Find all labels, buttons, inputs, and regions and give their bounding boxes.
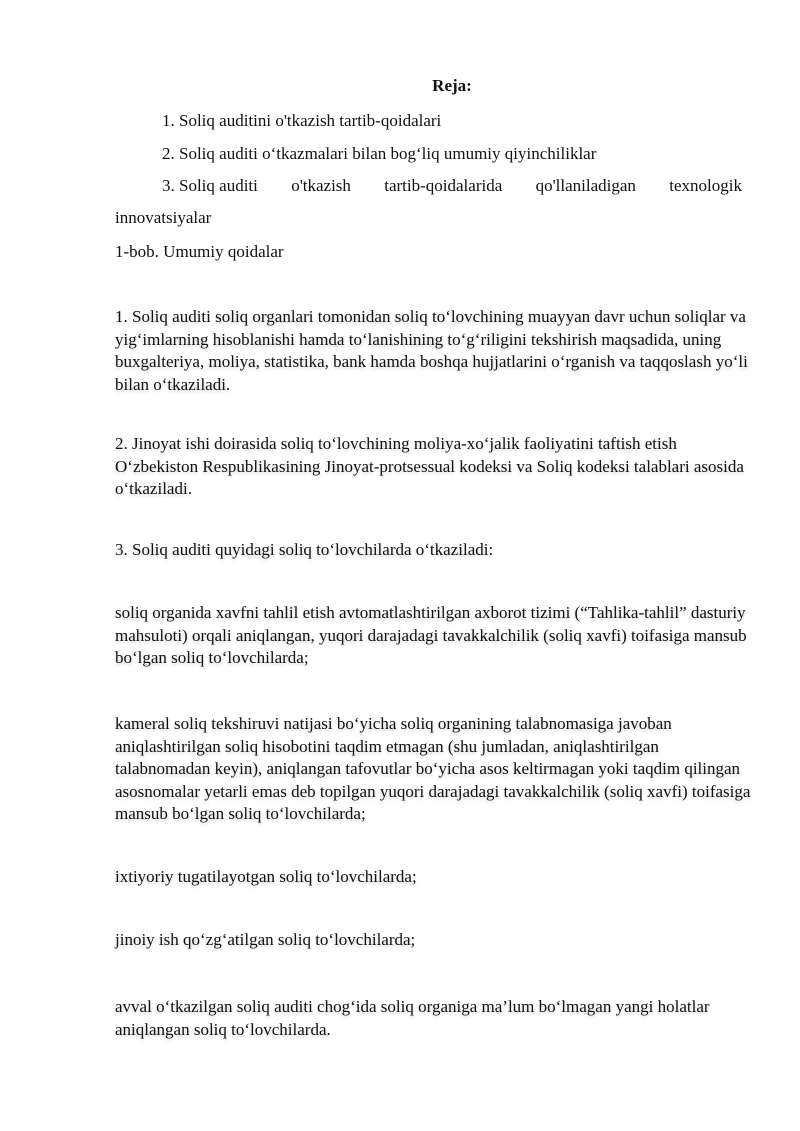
chapter-heading: 1-bob. Umumiy qoidalar bbox=[115, 242, 284, 261]
plan-item-3-word: texnologik bbox=[669, 176, 742, 195]
paragraph-6: ixtiyoriy tugatilayotgan soliq to‘lovchilarda; bbox=[115, 867, 417, 886]
page-title: Reja: bbox=[432, 76, 472, 95]
paragraph-5: kameral soliq tekshiruvi natijasi bo‘yicha soliq organining talabnomasiga javoban aniqlashtirilgan soliq hisobotini taqdim etmagan (shu jumladan, aniqlashtirilgan talabnomadan keyin), aniqlangan tafovutlar bo‘yicha asos keltirmagan yoki taqdim qilingan asosnomalar yetarli emas deb topilgan yuqori darajadagi tavakkalchilik (soliq xavfi) toifasiga mansub bo‘lgan soliq to‘lovchilarda; bbox=[115, 714, 751, 823]
plan-item-3-word: o'tkazish bbox=[291, 176, 351, 195]
plan-item-3-word: tartib-qoidalarida bbox=[384, 176, 503, 195]
paragraph-3: 3. Soliq auditi quyidagi soliq to‘lovchilarda o‘tkaziladi: bbox=[115, 540, 494, 559]
plan-item-1: 1. Soliq auditini o'tkazish tartib-qoidalari bbox=[162, 111, 442, 130]
paragraph-2: 2. Jinoyat ishi doirasida soliq to‘lovchining moliya-xo‘jalik faoliyatini taftish etish O‘zbekiston Respublikasining Jinoyat-protsessual kodeksi va Soliq kodeksi talablari asosida o‘tkaziladi. bbox=[115, 434, 744, 498]
plan-item-3-word: 3. Soliq auditi bbox=[162, 176, 258, 195]
paragraph-1: 1. Soliq auditi soliq organlari tomonidan soliq to‘lovchining muayyan davr uchun soliqlar va yig‘imlarning hisoblanishi hamda to‘lanishining to‘g‘riligini tekshirish maqsadida, uning buxgalteriya, moliya, statistika, bank hamda boshqa hujjatlarini o‘rganish va taqqoslash yo‘li bilan o‘tkaziladi. bbox=[115, 307, 748, 394]
paragraph-8: avval o‘tkazilgan soliq auditi chog‘ida soliq organiga ma’lum bo‘lmagan yangi holatlar aniqlangan soliq to‘lovchilarda. bbox=[115, 997, 710, 1039]
plan-item-2: 2. Soliq auditi o‘tkazmalari bilan bog‘liq umumiy qiyinchiliklar bbox=[162, 144, 597, 163]
paragraph-4: soliq organida xavfni tahlil etish avtomatlashtirilgan axborot tizimi (“Tahlika-tahlil” dasturiy mahsuloti) orqali aniqlangan, yuqori darajadagi tavakkalchilik (soliq xavfi) toifasiga mansub bo‘lgan soliq to‘lovchilarda; bbox=[115, 603, 747, 667]
plan-item-3-word: qo'llaniladigan bbox=[535, 176, 636, 195]
plan-item-3-continuation: innovatsiyalar bbox=[115, 208, 212, 227]
paragraph-7: jinoiy ish qo‘zg‘atilgan soliq to‘lovchilarda; bbox=[115, 930, 416, 949]
plan-item-3 bbox=[162, 176, 742, 196]
